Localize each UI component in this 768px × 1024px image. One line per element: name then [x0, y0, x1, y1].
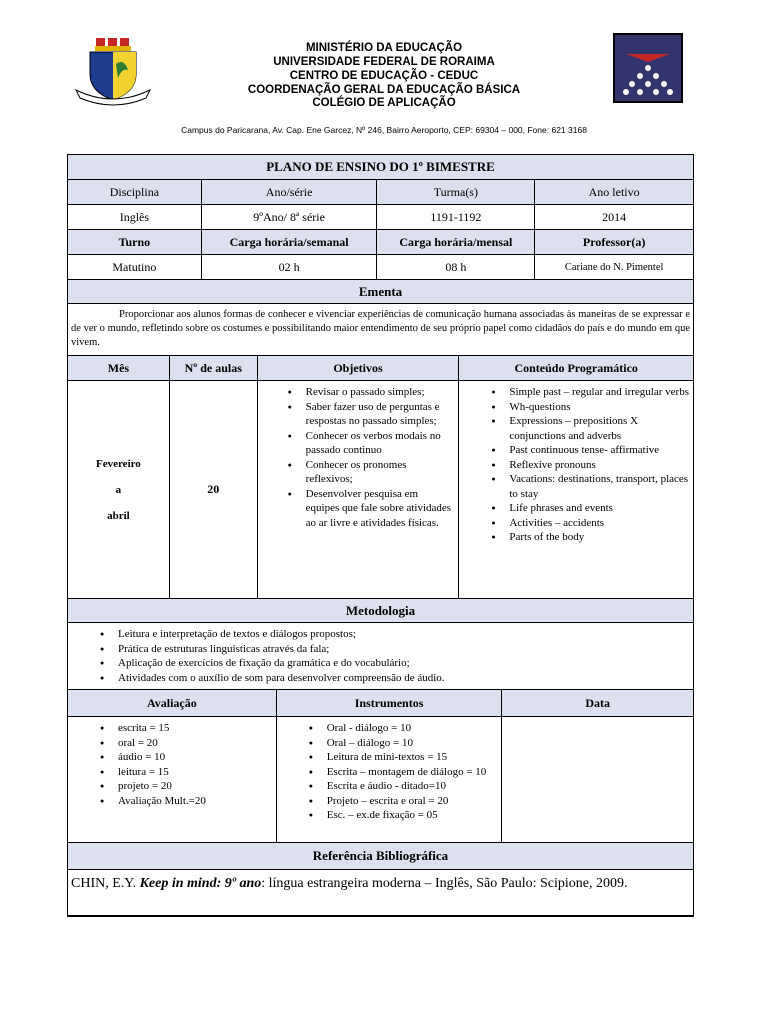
header-center: CENTRO DE EDUCAÇÃO - CEDUC — [289, 70, 479, 82]
month-end: abril — [107, 509, 130, 522]
header-ministry: MINISTÉRIO DA EDUCAÇÃO — [305, 42, 463, 54]
metodologia-item: ● Aplicação de exercícios de fixação da gramática e do vocabulário; — [118, 656, 689, 671]
header-objetivos: Objetivos — [257, 356, 459, 381]
objetivo-item: ● Conhecer os verbos modais no passado continuo — [306, 429, 455, 458]
conteudo-item: ● Vacations: destinations, transport, places to stay — [509, 472, 689, 501]
instrumento-item: ● Leitura de mini-textos = 15 — [327, 750, 498, 765]
header-avaliacao: Avaliação — [68, 690, 277, 717]
objetivo-item: ● Desenvolver pesquisa em equipes que fale sobre atividades ao ar livre e atividades físicas. — [306, 487, 455, 531]
label-turmas: Turma(s) — [377, 180, 535, 205]
value-ano-letivo: 2014 — [535, 205, 694, 230]
value-turno: Matutino — [68, 255, 202, 280]
instrumento-item: ● Esc. – ex.de fixação = 05 — [327, 808, 498, 823]
value-turmas: 1191-1192 — [377, 205, 535, 230]
instrumentos-cell — [276, 717, 502, 843]
metodologia-table — [67, 598, 694, 690]
referencia-author: CHIN, E.Y. — [71, 876, 137, 891]
header-data: Data — [502, 690, 694, 717]
value-ano-serie: 9ºAno/ 8ª série — [201, 205, 377, 230]
conteudo-item: ● Parts of the body — [509, 530, 689, 545]
conteudo-cell — [459, 381, 694, 599]
value-disciplina: Inglês — [68, 205, 202, 230]
conteudo-item: ● Reflexive pronouns — [509, 458, 689, 473]
label-professor: Professor(a) — [535, 230, 694, 255]
metodologia-item: ● Prática de estruturas linguísticas através da fala; — [118, 642, 689, 657]
avaliacao-item: ● leitura = 15 — [118, 765, 272, 780]
label-ano-letivo: Ano letivo — [535, 180, 694, 205]
objetivo-item: ● Conhecer os pronomes reflexivos; — [306, 458, 455, 487]
avaliacao-item: ● áudio = 10 — [118, 750, 272, 765]
instrumento-item: ● Projeto – escrita e oral = 20 — [327, 794, 498, 809]
value-carga-mensal: 08 h — [377, 255, 535, 280]
metodologia-list-cell — [68, 623, 694, 690]
referencia-title: Referência Bibliográfica — [68, 843, 694, 870]
avaliacao-cell — [68, 717, 277, 843]
month-cell — [68, 381, 170, 599]
ementa-text: Proporcionar aos alunos formas de conhecer e vivenciar experiências de comunicação humana associadas às maneiras de se expressar e de ver o mundo, refletindo sobre os costumes e possibilitando maior entendimento de seu próprio papel como cidadãos do país e do mundo em que vivem. — [68, 304, 694, 356]
plan-info-table — [67, 154, 694, 280]
metodologia-title: Metodologia — [68, 599, 694, 623]
header-aulas: Nº de aulas — [169, 356, 257, 381]
objetivos-cell — [257, 381, 459, 599]
instrumento-item: ● Oral – diálogo = 10 — [327, 736, 498, 751]
referencia-table — [67, 842, 694, 917]
avaliacao-table — [67, 689, 694, 843]
referencia-book: Keep in mind: 9º ano — [139, 876, 262, 891]
month-connector: a — [115, 483, 122, 496]
metodologia-item: ● Atividades com o auxílio de som para desenvolver compreensão de áudio. — [118, 671, 689, 686]
instrumento-item: ● Escrita – montagem de diálogo = 10 — [327, 765, 498, 780]
conteudo-item: ● Life phrases and events — [509, 501, 689, 516]
header-conteudo: Conteúdo Programático — [459, 356, 694, 381]
instrumento-item: ● Escrita e áudio - ditado=10 — [327, 779, 498, 794]
conteudo-item: ● Activities – accidents — [509, 516, 689, 531]
avaliacao-item: ● oral = 20 — [118, 736, 272, 751]
header-instrumentos: Instrumentos — [276, 690, 502, 717]
avaliacao-item: ● escrita = 15 — [118, 721, 272, 736]
label-carga-semanal: Carga horária/semanal — [201, 230, 377, 255]
program-table — [67, 355, 694, 599]
ementa-title: Ementa — [68, 280, 694, 304]
objetivo-item: ● Saber fazer uso de perguntas e respostas no passado simples; — [306, 400, 455, 429]
conteudo-item: ● Past continuous tense- affirmative — [509, 443, 689, 458]
label-carga-mensal: Carga horária/mensal — [377, 230, 535, 255]
objetivo-item: ● Revisar o passado simples; — [306, 385, 455, 400]
label-ano-serie: Ano/série — [201, 180, 377, 205]
avaliacao-item: ● Avaliação Mult.=20 — [118, 794, 272, 809]
label-disciplina: Disciplina — [68, 180, 202, 205]
referencia-text — [68, 870, 694, 917]
value-professor: Cariane do N. Pimentel — [535, 255, 694, 280]
header-college: COLÉGIO DE APLICAÇÃO — [312, 97, 456, 109]
metodologia-item: ● Leitura e interpretação de textos e diálogos propostos; — [118, 627, 689, 642]
label-turno: Turno — [68, 230, 202, 255]
classes-count: 20 — [169, 381, 257, 599]
conteudo-item: ● Wh-questions — [509, 400, 689, 415]
ementa-table — [67, 279, 694, 356]
data-cell — [502, 717, 694, 843]
value-carga-semanal: 02 h — [201, 255, 377, 280]
plan-title: PLANO DE ENSINO DO 1º BIMESTRE — [68, 155, 694, 180]
header-coordination: COORDENAÇÃO GERAL DA EDUCAÇÃO BÁSICA — [247, 84, 521, 96]
header-university: UNIVERSIDADE FEDERAL DE RORAIMA — [273, 56, 495, 68]
referencia-rest: : língua estrangeira moderna – Inglês, São Paulo: Scipione, 2009. — [261, 876, 628, 891]
instrumento-item: ● Oral - diálogo = 10 — [327, 721, 498, 736]
avaliacao-item: ● projeto = 20 — [118, 779, 272, 794]
conteudo-item: ● Simple past – regular and irregular verbs — [509, 385, 689, 400]
month-start: Fevereiro — [96, 457, 141, 470]
address-line: Campus do Paricarana, Av. Cap. Ene Garcez, Nº 246, Bairro Aeroporto, CEP: 69304 – 000, Fone: 621 3168 — [181, 125, 587, 135]
header-mes: Mês — [68, 356, 170, 381]
conteudo-item: ● Expressions – prepositions X conjunctions and adverbs — [509, 414, 689, 443]
